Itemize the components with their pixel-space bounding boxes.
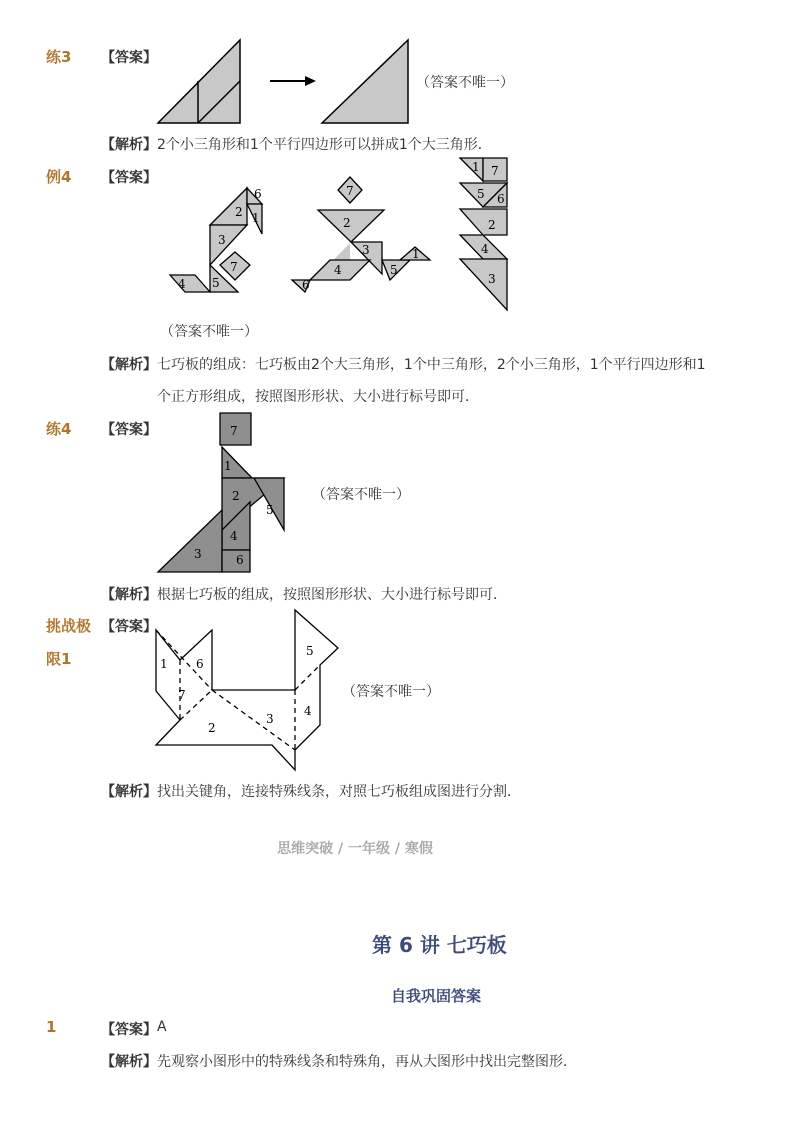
tangram-person-figure [150,410,300,575]
problem-number: 挑战极 [46,617,92,635]
not-unique-note: （答案不唯一） [160,324,258,340]
problem-number: 1 [46,1018,57,1036]
label: 7 [491,164,499,178]
label: 7 [178,688,186,702]
answer-value: A [157,1019,167,1035]
tangram-runner-figure [290,172,440,302]
label: 1 [224,459,232,473]
answer-tag: 【答案】 [101,170,157,186]
analysis-text: 个正方形组成，按照图形形状、大小进行标号即可． [157,389,479,405]
label: 6 [497,192,505,206]
analysis-text: 先观察小图形中的特殊线条和特殊角，再从大图形中找出完整图形． [157,1054,577,1070]
arrow-right-icon [305,76,316,86]
page-footer: 思维突破 / 一年级 / 寒假 [277,841,433,857]
piece-2 [460,209,507,235]
section-title: 自我巩固答案 [391,987,482,1005]
big-triangle-left [158,40,240,123]
tangram-bird-figure [150,170,290,300]
analysis-tag: 【解析】 [101,137,157,153]
big-triangle-right [322,40,408,123]
problem-number: 练3 [46,48,72,66]
label: 4 [481,242,489,256]
analysis-tag: 【解析】 [101,784,157,800]
label: 4 [230,529,238,543]
tangram-combine-figure [150,35,420,130]
analysis-tag: 【解析】 [101,587,157,603]
answer-tag: 【答案】 [101,1022,157,1038]
label: 4 [178,277,186,291]
tangram-column-figure [455,155,515,315]
label: 6 [196,657,204,671]
label: 2 [232,489,240,503]
answer-tag: 【答案】 [101,619,157,635]
answer-tag: 【答案】 [101,422,157,438]
problem-number: 练4 [46,420,72,438]
label: 2 [488,218,496,232]
label: 7 [230,424,238,438]
label: 3 [266,712,274,726]
label: 3 [488,272,496,286]
label: 5 [390,263,398,277]
label: 6 [236,553,244,567]
label: 4 [304,704,312,718]
tangram-cat-outline-figure [150,605,345,775]
label: 5 [306,644,314,658]
chapter-title: 第 6 讲 七巧板 [372,933,507,957]
label: 7 [346,184,354,198]
label: 2 [235,205,243,219]
analysis-text: 2个小三角形和1个平行四边形可以拼成1个大三角形． [157,137,492,153]
analysis-text: 七巧板的组成：七巧板由2个大三角形，1个中三角形，2个小三角形，1个平行四边形和1 [157,357,706,373]
label: 3 [362,243,370,257]
label: 6 [254,187,262,201]
piece-2 [318,210,384,242]
dashed-cut [295,665,320,690]
piece-3 [460,259,507,310]
label: 1 [412,247,420,261]
label: 5 [266,503,274,517]
label: 1 [160,657,168,671]
answer-tag: 【答案】 [101,50,157,66]
label: 6 [302,278,310,292]
label: 4 [334,263,342,277]
analysis-tag: 【解析】 [101,357,157,373]
label: 3 [194,547,202,561]
label: 1 [472,160,480,174]
problem-number: 限1 [46,650,72,668]
analysis-text: 根据七巧板的组成，按照图形形状、大小进行标号即可． [157,587,507,603]
analysis-text: 找出关键角，连接特殊线条，对照七巧板组成图进行分割． [157,784,521,800]
not-unique-note: （答案不唯一） [416,75,514,91]
dashed-cut [212,690,295,750]
label: 1 [252,211,260,225]
label: 7 [230,260,238,274]
not-unique-note: （答案不唯一） [312,487,410,503]
problem-number: 例4 [46,168,72,186]
analysis-tag: 【解析】 [101,1054,157,1070]
piece-3 [158,510,222,572]
piece-4 [170,275,210,292]
outline [156,691,180,720]
label: 5 [212,276,220,290]
label: 2 [208,721,216,735]
label: 3 [218,233,226,247]
not-unique-note: （答案不唯一） [342,684,440,700]
label: 2 [343,216,351,230]
label: 5 [477,187,485,201]
